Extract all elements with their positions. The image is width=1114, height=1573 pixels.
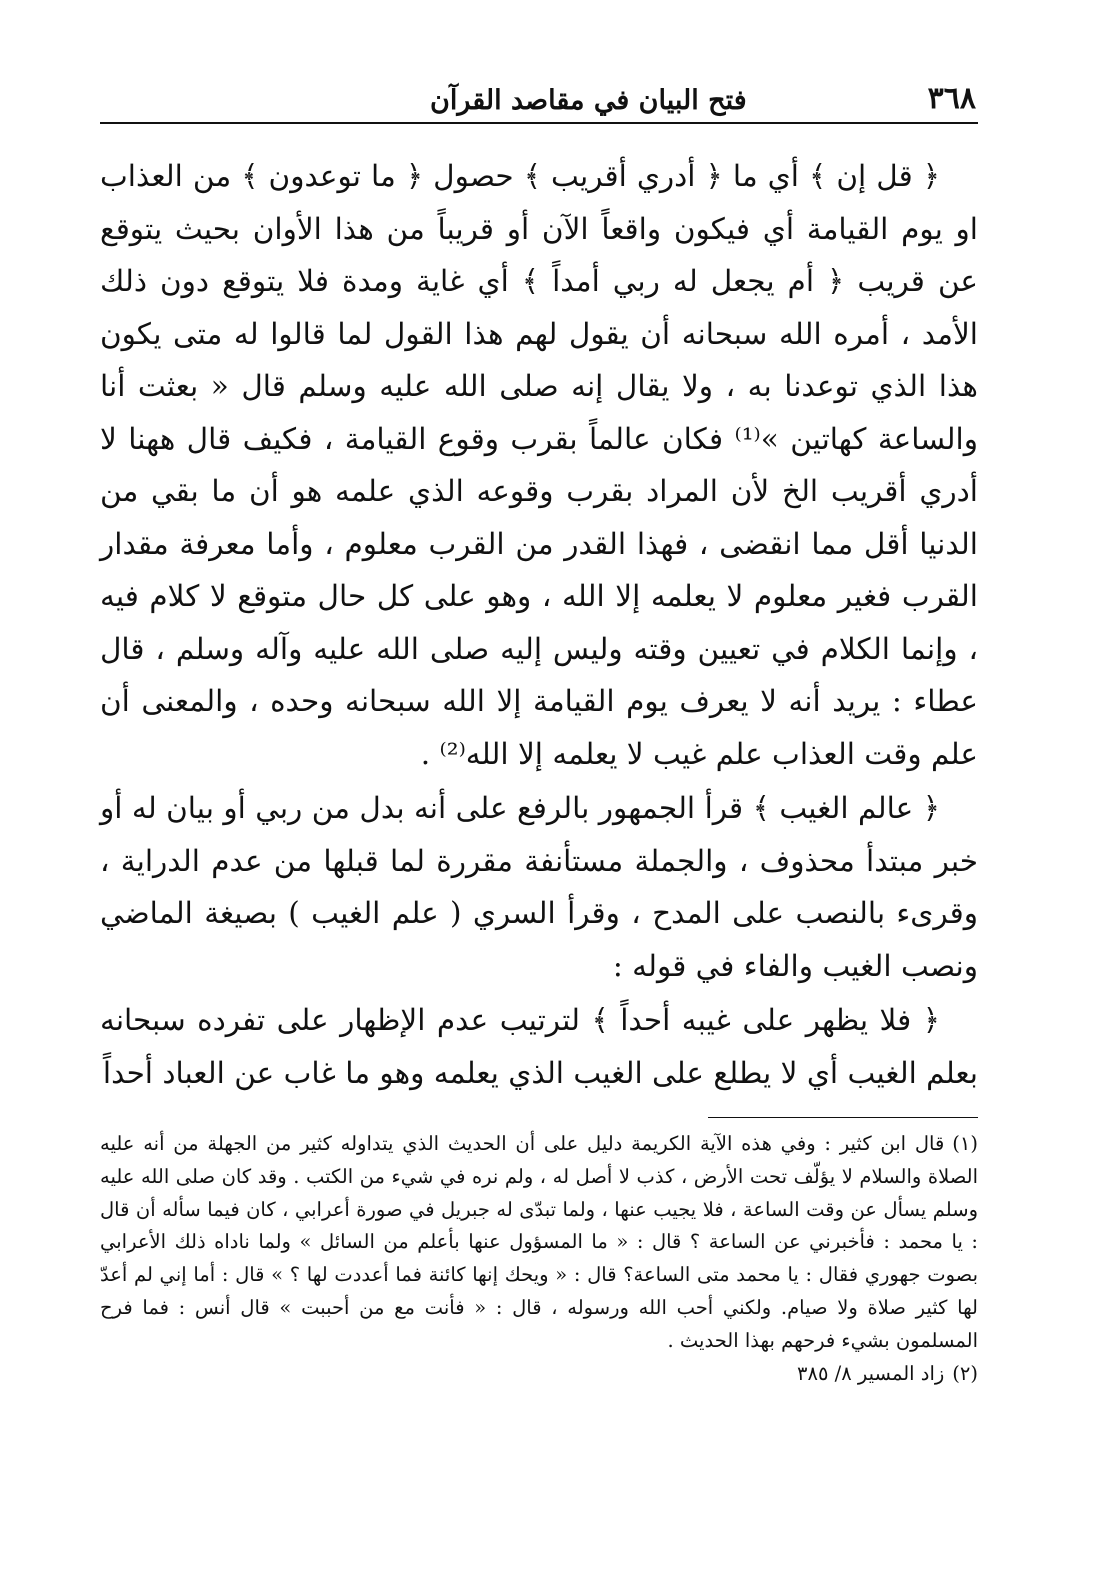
page-number: ٣٦٨	[927, 81, 976, 116]
running-title: فتح البيان في مقاصد القرآن	[430, 85, 747, 116]
footnote-number: (٢)	[952, 1361, 978, 1385]
paragraph: ﴿ قل إن ﴾ أي ما ﴿ أدري أقريب ﴾ حصول ﴿ ما توعدون ﴾ من العذاب او يوم القيامة أي فيكون واقعاً الآن أو قريباً من هذا الأوان بحيث يتوقع عن قريب ﴿ أم يجعل له ربي أمداً ﴾ أي غاية ومدة فلا يتوقع دون ذلك الأمد ، أمره الله سبحانه أن يقول لهم هذا القول لما قالوا له متى يكون هذا الذي توعدنا به ، ولا يقال إنه صلى الله عليه وسلم قال « بعثت أنا والساعة كهاتين »⁽¹⁾ فكان عالماً بقرب وقوع القيامة ، فكيف قال ههنا لا أدري أقريب الخ لأن المراد بقرب وقوعه الذي علمه هو أن ما بقي من الدنيا أقل مما انقضى ، فهذا القدر من القرب معلوم ، وأما معرفة مقدار القرب فغير معلوم لا يعلمه إلا الله ، وهو على كل حال متوقع لا كلام فيه ، وإنما الكلام في تعيين وقته وليس إليه صلى الله عليه وآله وسلم ، قال عطاء : يريد أنه لا يعرف يوم القيامة إلا الله سبحانه وحده ، والمعنى أن علم وقت العذاب علم غيب لا يعلمه إلا الله⁽²⁾ .	[100, 159, 978, 771]
main-text	[100, 150, 978, 1099]
paragraph: ﴿ فلا يظهر على غيبه أحداً ﴾ لترتيب عدم الإظهار على تفرده سبحانه بعلم الغيب أي لا يطلع على الغيب الذي يعلمه وهو ما غاب عن العباد أحداً	[100, 1003, 978, 1090]
footnote-text: قال ابن كثير : وفي هذه الآية الكريمة دليل على أن الحديث الذي يتداوله كثير من الجهلة من أنه عليه الصلاة والسلام لا يؤلّف تحت الأرض ، كذب لا أصل له ، ولم نره في شيء من الكتب . وقد كان صلى الله عليه وسلم يسأل عن وقت الساعة ، فلا يجيب عنها ، ولما تبدّى له جبريل في صورة أعرابي ، كان فيما سأله أن قال : يا محمد : فأخبرني عن الساعة ؟ قال : « ما المسؤول عنها بأعلم من السائل » ولما ناداه ذلك الأعرابي بصوت جهوري فقال : يا محمد متى الساعة؟ قال : « ويحك إنها كائنة فما أعددت لها ؟ » قال : أما إني لم أعدّ لها كثير صلاة ولا صيام. ولكني أحب الله ورسوله ، قال : « فأنت مع من أحببت » قال أنس : فما فرح المسلمون بشيء فرحهم بهذا الحديث .	[100, 1132, 978, 1352]
footnotes	[100, 1128, 978, 1390]
footnote-number: (١)	[952, 1132, 978, 1155]
footnote-divider	[708, 1117, 978, 1118]
footnote-item	[100, 1128, 978, 1358]
paragraph: ﴿ عالم الغيب ﴾ قرأ الجمهور بالرفع على أنه بدل من ربي أو بيان له أو خبر مبتدأ محذوف ، والجملة مستأنفة مقررة لما قبلها من عدم الدراية ، وقرىء بالنصب على المدح ، وقرأ السري ( علم الغيب ) بصيغة الماضي ونصب الغيب والفاء في قوله :	[100, 791, 978, 983]
page-header	[100, 70, 978, 124]
footnote-item	[100, 1358, 978, 1391]
footnote-text: زاد المسير ٨/ ٣٨٥	[797, 1361, 945, 1385]
